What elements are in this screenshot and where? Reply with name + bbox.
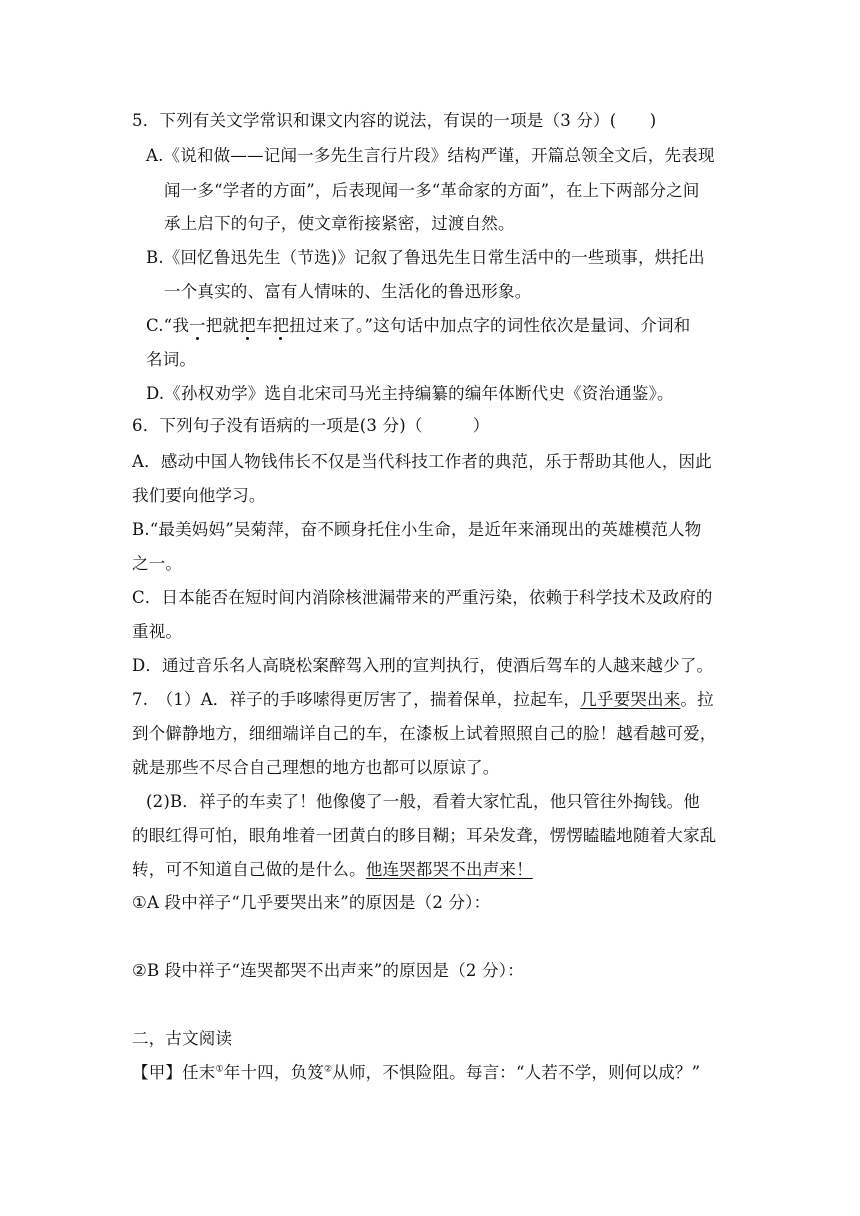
footnote-mark-1: ① bbox=[215, 1064, 224, 1075]
q5-c-mid2: 车 bbox=[255, 316, 273, 335]
q7-sub2: ②B 段中祥子“连哭都哭不出声来”的原因是（2 分）： bbox=[132, 961, 524, 980]
q5-option-c-line1 bbox=[146, 315, 690, 337]
q5-c-rest: 扭过来了。”这句话中加点字的词性依次是量词、介词和 bbox=[289, 316, 691, 335]
s2-p1c: 从师，不惧险阻。每言：“人若不学，则何以成？” bbox=[332, 1063, 701, 1082]
q6-option-a-line2: 我们要向他学习。 bbox=[132, 486, 266, 505]
q7-line1-b: 。拉 bbox=[680, 690, 714, 709]
q5-option-a-line3: 承上启下的句子，使文章衔接紧密，过渡自然。 bbox=[164, 214, 515, 233]
q6-stem: 6．下列句子没有语病的一项是(3 分)（ ） bbox=[132, 416, 490, 435]
q5-option-d: D.《孙权劝学》选自北宋司马光主持编纂的编年体断代史《资治通鉴》。 bbox=[146, 384, 674, 403]
section2-para1 bbox=[132, 1062, 700, 1084]
q5-option-b-line1: B.《回忆鲁迅先生（节选)》记叙了鲁迅先生日常生活中的一些琐事，烘托出 bbox=[146, 248, 705, 267]
q5-option-a-line1: A.《说和做——记闻一多先生言行片段》结构严谨，开篇总领全文后，先表现 bbox=[146, 146, 715, 165]
q7-line1-a: 7. （1）A．祥子的手哆嗦得更厉害了，揣着保单，拉起车， bbox=[132, 690, 581, 709]
q5-c-dotted-word-1: 一 bbox=[189, 316, 206, 335]
q6-option-c-line1: C．日本能否在短时间内消除核泄漏带来的严重污染，依赖于科学技术及政府的 bbox=[132, 588, 713, 607]
q6-option-a-line1: A．感动中国人物钱伟长不仅是当代科技工作者的典范，乐于帮助其他人，因此 bbox=[132, 452, 712, 471]
q6-option-c-line2: 重视。 bbox=[132, 622, 183, 641]
q7-line2: 到个僻静地方，细细端详自己的车，在漆板上试着照照自己的脸！越看越可爱， bbox=[132, 724, 717, 743]
q6-option-b-line1: B.“最美妈妈”吴菊萍，奋不顾身托住小生命，是近年来涌现出的英雄模范人物 bbox=[132, 520, 702, 539]
q5-stem: 5．下列有关文学常识和课文内容的说法，有误的一项是（3 分）( ) bbox=[132, 111, 657, 130]
q7-underlined-b: 他连哭都哭不出声来！ bbox=[365, 860, 533, 879]
q5-c-open: C.“我 bbox=[146, 316, 190, 335]
q7-line4: (2)B．祥子的车卖了！他像傻了一般，看着大家忙乱，他只管往外掏钱。他 bbox=[146, 792, 700, 811]
q7-line6-a: 转，可不知道自己做的是什么。 bbox=[132, 860, 366, 879]
q5-c-dotted-word-3: 把 bbox=[272, 316, 290, 335]
q7-line5: 的眼红得可怕，眼角堆着一团黄白的眵目糊；耳朵发聋，愣愣瞌瞌地随着大家乱 bbox=[132, 826, 717, 845]
q6-option-b-line2: 之一。 bbox=[132, 554, 183, 573]
s2-p1a: 【甲】任末 bbox=[132, 1063, 216, 1082]
s2-p1b: 年十四，负笈 bbox=[223, 1063, 324, 1082]
q7-line3: 就是那些不尽合自己理想的地方也都可以原谅了。 bbox=[132, 758, 500, 777]
q7-line6 bbox=[132, 859, 533, 881]
q5-option-b-line2: 一个真实的、富有人情味的、生活化的鲁迅形象。 bbox=[164, 282, 532, 301]
q5-option-c-line2: 名词。 bbox=[146, 350, 197, 369]
q7-sub1: ①A 段中祥子“几乎要哭出来”的原因是（2 分）： bbox=[132, 893, 491, 912]
q5-c-dotted-word-2: 把 bbox=[239, 316, 256, 335]
section2-title: 二，古文阅读 bbox=[132, 1029, 233, 1048]
q7-line1 bbox=[132, 689, 714, 711]
q7-underlined-a: 几乎要哭出来 bbox=[580, 690, 681, 709]
q5-c-mid1: 把就 bbox=[205, 316, 240, 335]
q6-option-d: D．通过音乐名人高晓松案醉驾入刑的宣判执行，使酒后驾车的人越来越少了。 bbox=[132, 656, 714, 675]
footnote-mark-2: ② bbox=[323, 1064, 333, 1075]
q5-option-a-line2: 闻一多“学者的方面”，后表现闻一多“革命家的方面”，在上下两部分之间 bbox=[164, 181, 700, 200]
